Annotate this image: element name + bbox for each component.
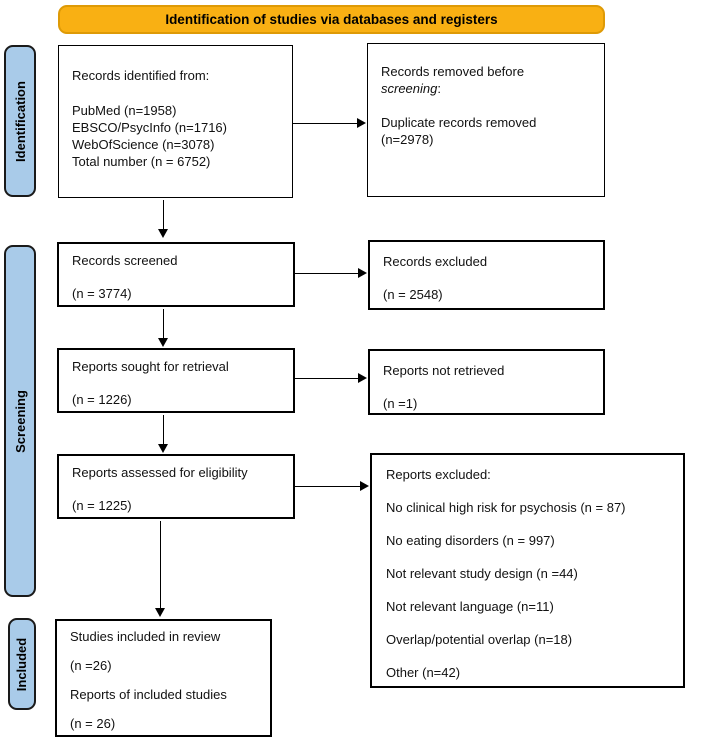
studies-included-line: Studies included in review <box>70 629 221 644</box>
arrowhead-screened-to-sought <box>158 338 168 347</box>
stage-label-included-text: Included <box>14 637 30 691</box>
records-identified-item: WebOfScience (n=3078) <box>72 137 215 152</box>
arrow-assessed-to-included <box>160 521 161 609</box>
arrow-sought-to-assessed <box>163 415 164 445</box>
studies-included-line: (n = 26) <box>70 716 116 731</box>
arrowhead-sought-to-not-retrieved <box>358 373 367 383</box>
records-excluded-count: (n = 2548) <box>383 287 443 302</box>
box-studies-included <box>55 619 272 737</box>
arrow-identified-to-removed <box>293 123 358 124</box>
arrowhead-sought-to-assessed <box>158 444 168 453</box>
records-identified-item: Total number (n = 6752) <box>72 154 211 169</box>
records-identified-item: EBSCO/PsycInfo (n=1716) <box>72 120 227 135</box>
reports-assessed-count: (n = 1225) <box>72 498 132 513</box>
arrow-screened-to-excluded <box>295 273 359 274</box>
exclusion-reason: No clinical high risk for psychosis (n = 87) <box>386 500 626 515</box>
arrowhead-screened-to-excluded <box>358 268 367 278</box>
reports-sought-title: Reports sought for retrieval <box>72 359 229 374</box>
arrow-identified-to-screened <box>163 200 164 230</box>
reports-sought-count: (n = 1226) <box>72 392 132 407</box>
arrowhead-identified-to-removed <box>357 118 366 128</box>
exclusion-reason: Not relevant study design (n =44) <box>386 566 578 581</box>
records-removed-suffix: : <box>437 81 441 96</box>
records-identified-heading: Records identified from: <box>72 68 210 83</box>
reports-assessed-title: Reports assessed for eligibility <box>72 465 248 480</box>
arrowhead-identified-to-screened <box>158 229 168 238</box>
records-removed-italic: screening <box>381 81 438 96</box>
box-records-removed <box>367 43 605 197</box>
box-records-excluded <box>368 240 605 310</box>
arrow-screened-to-sought <box>163 309 164 339</box>
records-removed-line1: Records removed before <box>381 64 525 79</box>
stage-label-identification <box>4 45 36 197</box>
reports-not-retrieved-count: (n =1) <box>383 396 418 411</box>
box-records-screened <box>57 242 295 307</box>
banner-label: Identification of studies via databases and registers <box>165 12 498 27</box>
box-reports-excluded-reasons <box>370 453 685 688</box>
box-reports-assessed <box>57 454 295 519</box>
records-excluded-title: Records excluded <box>383 254 488 269</box>
records-identified-item: PubMed (n=1958) <box>72 103 177 118</box>
exclusion-reason: Not relevant language (n=11) <box>386 599 554 614</box>
exclusion-reason: No eating disorders (n = 997) <box>386 533 555 548</box>
stage-label-included <box>8 618 36 710</box>
box-reports-not-retrieved <box>368 349 605 415</box>
banner <box>58 5 605 34</box>
stage-label-screening-text: Screening <box>12 389 28 453</box>
box-records-identified <box>58 45 293 198</box>
reports-excluded-heading: Reports excluded: <box>386 467 491 482</box>
box-reports-sought <box>57 348 295 413</box>
records-screened-count: (n = 3774) <box>72 286 132 301</box>
records-removed-body-line1: Duplicate records removed <box>381 115 537 130</box>
studies-included-line: Reports of included studies <box>70 687 227 702</box>
arrow-sought-to-not-retrieved <box>295 378 359 379</box>
arrowhead-assessed-to-excluded-reasons <box>360 481 369 491</box>
arrow-assessed-to-excluded-reasons <box>295 486 361 487</box>
exclusion-reason: Overlap/potential overlap (n=18) <box>386 632 573 647</box>
records-removed-body-line2: (n=2978) <box>381 132 434 147</box>
reports-not-retrieved-title: Reports not retrieved <box>383 363 505 378</box>
studies-included-line: (n =26) <box>70 658 112 673</box>
records-removed-sentence <box>381 63 591 97</box>
arrowhead-assessed-to-included <box>155 608 165 617</box>
records-screened-title: Records screened <box>72 253 178 268</box>
stage-label-identification-text: Identification <box>12 80 28 162</box>
stage-label-screening <box>4 245 36 597</box>
exclusion-reason: Other (n=42) <box>386 665 461 680</box>
